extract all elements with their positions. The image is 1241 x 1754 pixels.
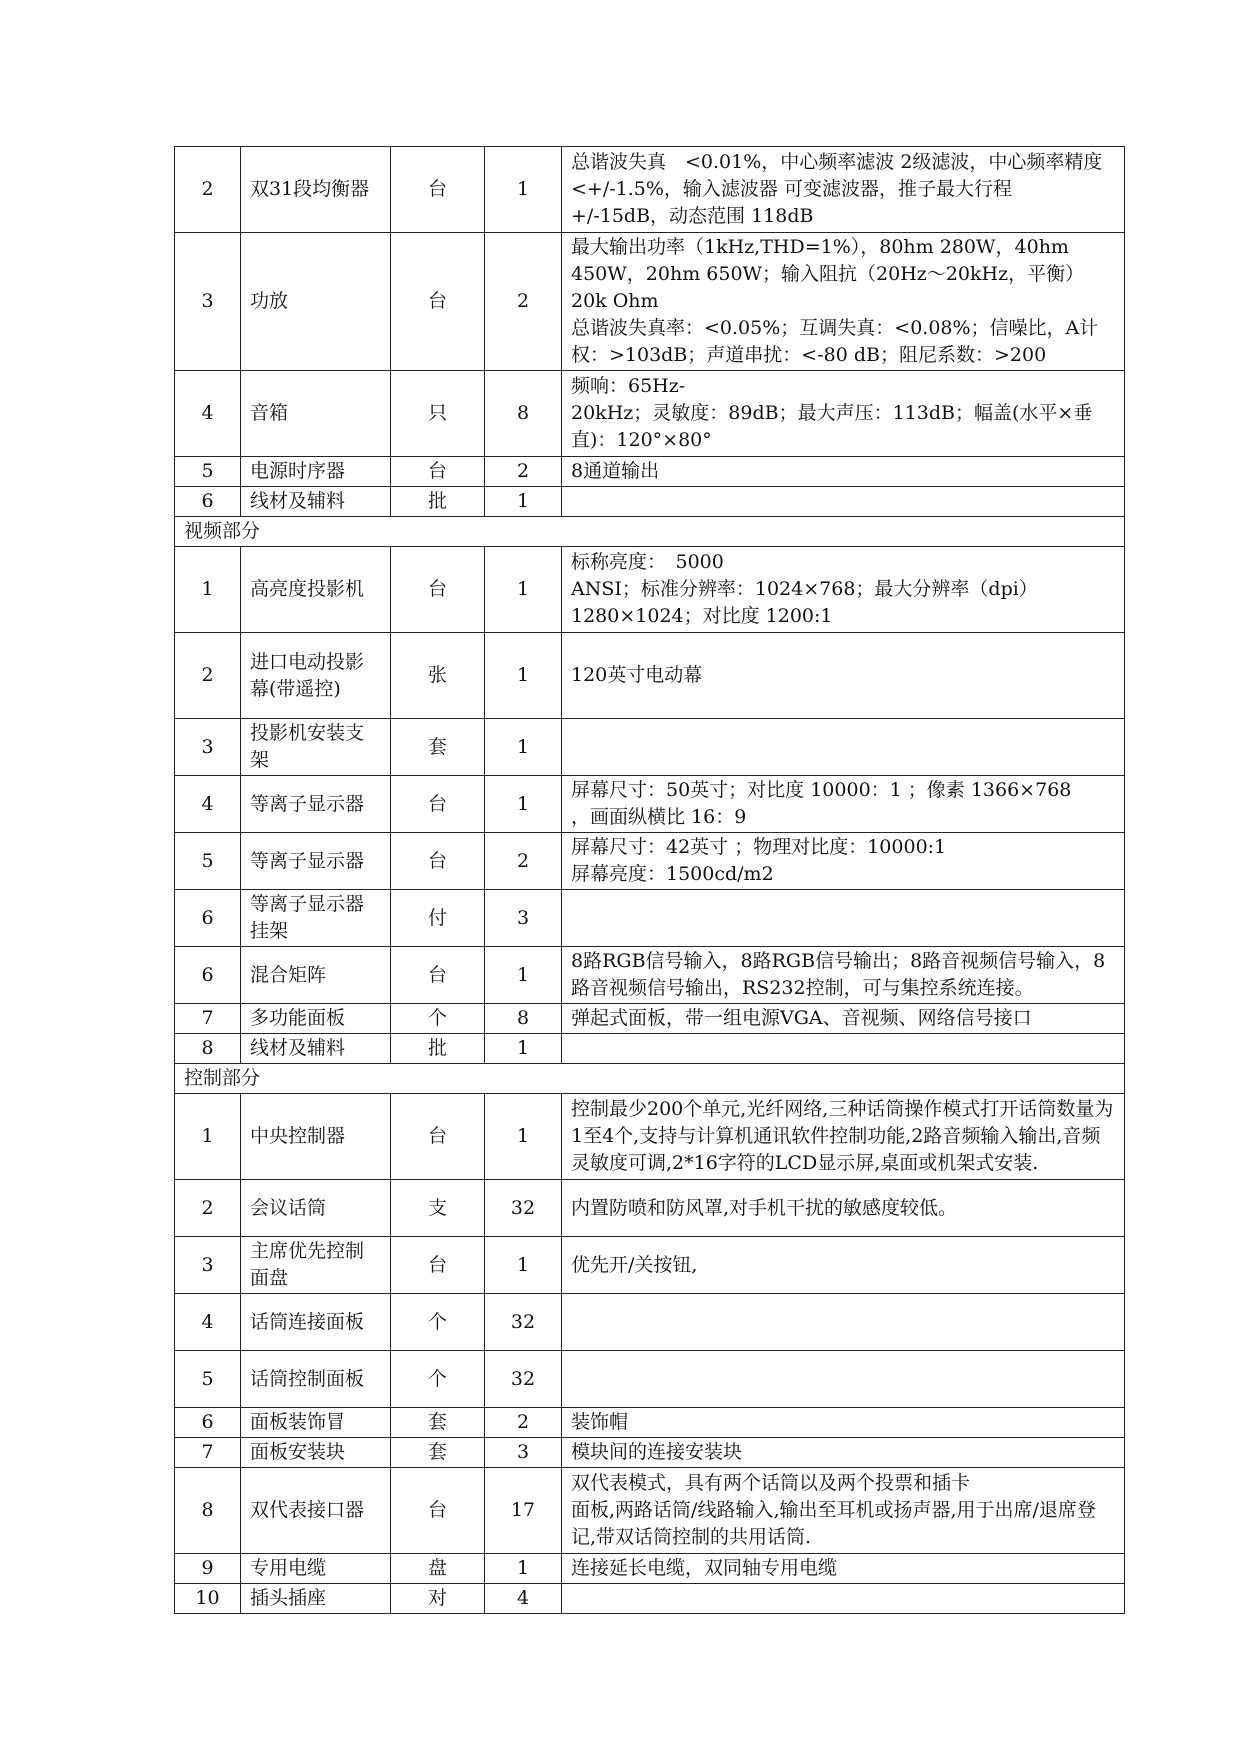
item-quantity: 1 bbox=[485, 947, 562, 1004]
item-quantity: 8 bbox=[485, 1004, 562, 1034]
item-name: 双31段均衡器 bbox=[241, 147, 391, 233]
item-quantity: 32 bbox=[485, 1351, 562, 1408]
table-row bbox=[175, 633, 1125, 719]
item-unit: 个 bbox=[391, 1004, 485, 1034]
item-quantity: 2 bbox=[485, 1408, 562, 1438]
table-row bbox=[175, 1034, 1125, 1064]
table-row bbox=[175, 1180, 1125, 1237]
table-row bbox=[175, 1351, 1125, 1408]
item-specification bbox=[562, 487, 1125, 517]
item-number: 2 bbox=[175, 633, 241, 719]
item-quantity: 3 bbox=[485, 890, 562, 947]
item-specification: 总谐波失真 <0.01%，中心频率滤波 2级滤波，中心频率精度<+/-1.5%，输入滤波器 可变滤波器，推子最大行程 +/-15dB，动态范围 118dB bbox=[562, 147, 1125, 233]
item-name: 电源时序器 bbox=[241, 457, 391, 487]
item-quantity: 1 bbox=[485, 1094, 562, 1180]
item-name: 投影机安装支架 bbox=[241, 719, 391, 776]
item-name: 双代表接口器 bbox=[241, 1468, 391, 1554]
item-quantity: 2 bbox=[485, 457, 562, 487]
item-name: 混合矩阵 bbox=[241, 947, 391, 1004]
table-row bbox=[175, 890, 1125, 947]
table-row bbox=[175, 1004, 1125, 1034]
item-number: 2 bbox=[175, 1180, 241, 1237]
table-body bbox=[175, 147, 1125, 1614]
item-unit: 台 bbox=[391, 776, 485, 833]
item-unit: 套 bbox=[391, 1408, 485, 1438]
item-unit: 台 bbox=[391, 233, 485, 371]
item-quantity: 1 bbox=[485, 633, 562, 719]
table-row bbox=[175, 1237, 1125, 1294]
item-unit: 个 bbox=[391, 1294, 485, 1351]
item-number: 3 bbox=[175, 1237, 241, 1294]
item-specification: 屏幕尺寸：50英寸；对比度 10000：1 ；像素 1366×768 ，画面纵横比 16：9 bbox=[562, 776, 1125, 833]
table-row bbox=[175, 1468, 1125, 1554]
item-number: 4 bbox=[175, 1294, 241, 1351]
table-row bbox=[175, 233, 1125, 371]
table-row bbox=[175, 547, 1125, 633]
item-specification bbox=[562, 890, 1125, 947]
item-number: 4 bbox=[175, 371, 241, 457]
item-specification: 优先开/关按钮, bbox=[562, 1237, 1125, 1294]
item-unit: 台 bbox=[391, 1094, 485, 1180]
item-name: 音箱 bbox=[241, 371, 391, 457]
item-number: 8 bbox=[175, 1034, 241, 1064]
item-number: 9 bbox=[175, 1554, 241, 1584]
item-number: 6 bbox=[175, 890, 241, 947]
table-row bbox=[175, 371, 1125, 457]
item-specification: 8路RGB信号输入，8路RGB信号输出；8路音视频信号输入，8路音视频信号输出，RS232控制，可与集控系统连接。 bbox=[562, 947, 1125, 1004]
item-unit: 台 bbox=[391, 547, 485, 633]
item-number: 3 bbox=[175, 233, 241, 371]
item-unit: 台 bbox=[391, 1468, 485, 1554]
item-name: 等离子显示器挂架 bbox=[241, 890, 391, 947]
item-name: 等离子显示器 bbox=[241, 833, 391, 890]
item-unit: 套 bbox=[391, 719, 485, 776]
item-quantity: 3 bbox=[485, 1438, 562, 1468]
item-unit: 台 bbox=[391, 947, 485, 1004]
item-specification: 装饰帽 bbox=[562, 1408, 1125, 1438]
table-row bbox=[175, 719, 1125, 776]
item-name: 进口电动投影幕(带遥控) bbox=[241, 633, 391, 719]
table-row bbox=[175, 487, 1125, 517]
item-name: 插头插座 bbox=[241, 1584, 391, 1614]
item-specification: 双代表模式，具有两个话筒以及两个投票和插卡 面板,两路话筒/线路输入,输出至耳机或扬声器,用于出席/退席登记,带双话筒控制的共用话筒. bbox=[562, 1468, 1125, 1554]
item-unit: 台 bbox=[391, 457, 485, 487]
item-quantity: 1 bbox=[485, 487, 562, 517]
item-number: 5 bbox=[175, 1351, 241, 1408]
table-row bbox=[175, 776, 1125, 833]
item-quantity: 1 bbox=[485, 776, 562, 833]
item-number: 1 bbox=[175, 547, 241, 633]
item-specification: 频响：65Hz- 20kHz；灵敏度：89dB；最大声压：113dB；幅盖(水平×垂直)：120°×80° bbox=[562, 371, 1125, 457]
item-quantity: 1 bbox=[485, 1554, 562, 1584]
item-name: 线材及辅料 bbox=[241, 1034, 391, 1064]
item-quantity: 2 bbox=[485, 833, 562, 890]
item-specification: 内置防喷和防风罩,对手机干扰的敏感度较低。 bbox=[562, 1180, 1125, 1237]
item-specification: 弹起式面板，带一组电源VGA、音视频、网络信号接口 bbox=[562, 1004, 1125, 1034]
table-row bbox=[175, 947, 1125, 1004]
item-quantity: 4 bbox=[485, 1584, 562, 1614]
section-header-row bbox=[175, 517, 1125, 547]
item-unit: 对 bbox=[391, 1584, 485, 1614]
item-unit: 批 bbox=[391, 487, 485, 517]
item-name: 主席优先控制面盘 bbox=[241, 1237, 391, 1294]
item-number: 6 bbox=[175, 487, 241, 517]
item-name: 专用电缆 bbox=[241, 1554, 391, 1584]
item-unit: 台 bbox=[391, 833, 485, 890]
item-number: 6 bbox=[175, 1408, 241, 1438]
item-number: 1 bbox=[175, 1094, 241, 1180]
item-quantity: 1 bbox=[485, 547, 562, 633]
item-number: 3 bbox=[175, 719, 241, 776]
item-quantity: 32 bbox=[485, 1180, 562, 1237]
item-name: 面板安装块 bbox=[241, 1438, 391, 1468]
item-specification bbox=[562, 1034, 1125, 1064]
item-quantity: 1 bbox=[485, 147, 562, 233]
item-quantity: 1 bbox=[485, 1034, 562, 1064]
item-number: 5 bbox=[175, 833, 241, 890]
item-unit: 只 bbox=[391, 371, 485, 457]
item-quantity: 1 bbox=[485, 719, 562, 776]
item-number: 5 bbox=[175, 457, 241, 487]
item-unit: 台 bbox=[391, 1237, 485, 1294]
table-row bbox=[175, 1554, 1125, 1584]
item-unit: 台 bbox=[391, 147, 485, 233]
item-unit: 张 bbox=[391, 633, 485, 719]
item-specification: 连接延长电缆，双同轴专用电缆 bbox=[562, 1554, 1125, 1584]
item-number: 6 bbox=[175, 947, 241, 1004]
table-row bbox=[175, 147, 1125, 233]
item-specification: 屏幕尺寸：42英寸 ；物理对比度：10000:1 屏幕亮度：1500cd/m2 bbox=[562, 833, 1125, 890]
item-specification bbox=[562, 719, 1125, 776]
item-quantity: 8 bbox=[485, 371, 562, 457]
item-name: 功放 bbox=[241, 233, 391, 371]
item-name: 话筒控制面板 bbox=[241, 1351, 391, 1408]
item-unit: 盘 bbox=[391, 1554, 485, 1584]
item-specification: 模块间的连接安装块 bbox=[562, 1438, 1125, 1468]
item-number: 2 bbox=[175, 147, 241, 233]
item-name: 话筒连接面板 bbox=[241, 1294, 391, 1351]
table-row bbox=[175, 1584, 1125, 1614]
item-quantity: 2 bbox=[485, 233, 562, 371]
item-quantity: 17 bbox=[485, 1468, 562, 1554]
item-specification bbox=[562, 1294, 1125, 1351]
item-unit: 套 bbox=[391, 1438, 485, 1468]
item-specification bbox=[562, 1351, 1125, 1408]
item-unit: 支 bbox=[391, 1180, 485, 1237]
item-specification: 标称亮度： 5000 ANSI；标准分辨率：1024×768；最大分辨率（dpi）1280×1024；对比度 1200:1 bbox=[562, 547, 1125, 633]
item-unit: 批 bbox=[391, 1034, 485, 1064]
item-number: 10 bbox=[175, 1584, 241, 1614]
item-name: 高亮度投影机 bbox=[241, 547, 391, 633]
item-name: 面板装饰冒 bbox=[241, 1408, 391, 1438]
table-row bbox=[175, 457, 1125, 487]
equipment-spec-table bbox=[174, 146, 1125, 1614]
item-specification: 最大输出功率（1kHz,THD=1%），80hm 280W，40hm 450W，20hm 650W；输入阻抗（20Hz～20kHz，平衡） 20k Ohm 总谐波失真率：<0.05%；互调失真：<0.08%；信噪比，A计权：>103dB；声道串扰：<-80 dB；阻尼系数：>200 bbox=[562, 233, 1125, 371]
item-specification bbox=[562, 1584, 1125, 1614]
item-number: 7 bbox=[175, 1004, 241, 1034]
item-name: 多功能面板 bbox=[241, 1004, 391, 1034]
table-row bbox=[175, 833, 1125, 890]
item-specification: 120英寸电动幕 bbox=[562, 633, 1125, 719]
item-name: 中央控制器 bbox=[241, 1094, 391, 1180]
item-number: 7 bbox=[175, 1438, 241, 1468]
item-quantity: 32 bbox=[485, 1294, 562, 1351]
item-specification: 8通道输出 bbox=[562, 457, 1125, 487]
table-row bbox=[175, 1408, 1125, 1438]
item-unit: 个 bbox=[391, 1351, 485, 1408]
section-title: 视频部分 bbox=[175, 517, 1125, 547]
item-number: 4 bbox=[175, 776, 241, 833]
item-name: 等离子显示器 bbox=[241, 776, 391, 833]
table-row bbox=[175, 1294, 1125, 1351]
item-quantity: 1 bbox=[485, 1237, 562, 1294]
table-row bbox=[175, 1438, 1125, 1468]
table-row bbox=[175, 1094, 1125, 1180]
item-unit: 付 bbox=[391, 890, 485, 947]
section-header-row bbox=[175, 1064, 1125, 1094]
section-title: 控制部分 bbox=[175, 1064, 1125, 1094]
item-specification: 控制最少200个单元,光纤网络,三种话筒操作模式打开话筒数量为1至4个,支持与计算机通讯软件控制功能,2路音频输入输出,音频灵敏度可调,2*16字符的LCD显示屏,桌面或机架式安装. bbox=[562, 1094, 1125, 1180]
item-number: 8 bbox=[175, 1468, 241, 1554]
item-name: 线材及辅料 bbox=[241, 487, 391, 517]
item-name: 会议话筒 bbox=[241, 1180, 391, 1237]
